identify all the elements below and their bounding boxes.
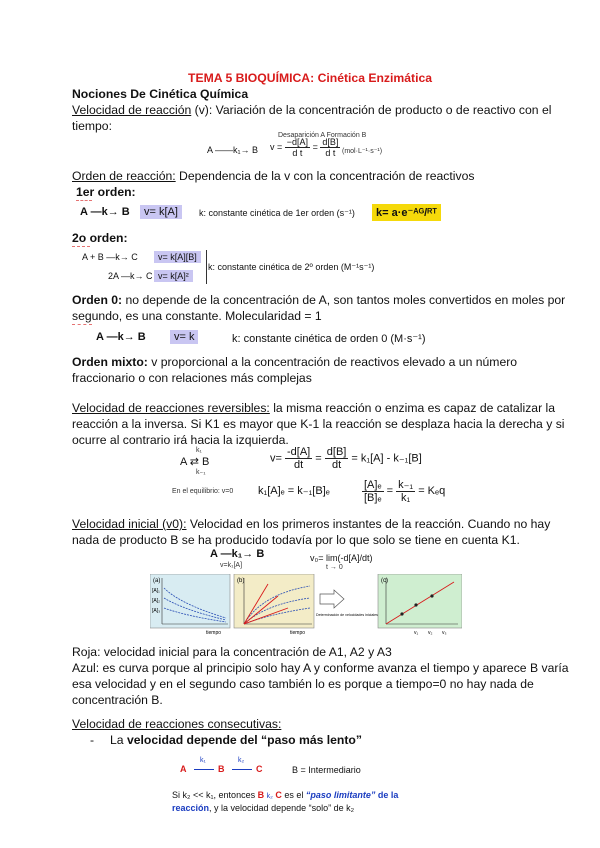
title-topic: Cinética Enzimática [317, 71, 433, 85]
rev-frac-b [325, 446, 349, 471]
velocidad-frac-a [285, 137, 310, 158]
red-mark [76, 200, 92, 202]
eq-k-den: k₁ [401, 492, 411, 504]
title-main: TEMA 5 BIOQUÍMICA: [188, 71, 315, 85]
eq-ratio-eq: = [386, 484, 394, 497]
scheme-k2: k₂ [238, 757, 245, 764]
bracket [202, 250, 207, 284]
note-step: “paso limitante” [305, 790, 376, 800]
section-heading: Nociones De Cinética Química [72, 87, 249, 101]
eq-ratio-num: [A]ₑ [364, 478, 382, 491]
second-order-v2: v= k[A]² [154, 270, 193, 282]
mixed-order-paragraph [72, 354, 517, 370]
mixed-order-desc2: fraccionario o con relaciones más complejas [72, 371, 312, 385]
frac-b-den: d t [325, 148, 336, 158]
consecutive-label: Velocidad de reacciones consecutivas: [72, 717, 282, 731]
rev-frac-b-den: dt [331, 459, 342, 471]
scheme-B: B [218, 764, 225, 774]
red-mark [72, 246, 90, 248]
eq-k-frac [396, 478, 415, 504]
scheme-k1: k₁ [200, 757, 206, 764]
initial-lim: v₀= lim(-d[A]/dt) [310, 553, 373, 563]
blue-note-3: concentración B. [72, 693, 163, 707]
scheme-intermediate: B = Intermediario [292, 765, 361, 775]
velocidad-eq-formula [270, 137, 340, 158]
reversible-label: Velocidad de reacciones reversibles: [72, 401, 270, 415]
scheme-arrow-1 [194, 769, 214, 770]
first-order-k: k: constante cinética de 1er orden (s⁻¹) [199, 208, 355, 218]
y-a2: [A]₂ [152, 598, 161, 604]
second-order-v1: v= k[A][B] [154, 251, 201, 263]
consecutive-bullet: - [90, 733, 95, 747]
velocidad-eq-arrow: A ——k₁→ B [207, 145, 259, 155]
initial-lim-sub: t → 0 [326, 564, 343, 571]
rev-v-rhs: = k₁[A] - k₋₁[B] [351, 452, 422, 465]
initial-eq: A —k₁→ B [210, 548, 265, 560]
note-k2: k₂ [266, 793, 273, 800]
mixed-order-desc1: v proporcional a la concentración de reactivos elevado a un número [147, 355, 518, 369]
scheme-A: A [180, 764, 187, 774]
equilibrium-mid: k₁[A]ₑ = k₋₁[B]ₑ [258, 485, 330, 497]
second-order-eq1: A + B —k→ C [82, 252, 138, 262]
initial-desc1: Velocidad en los primeros instantes de la reacción. Cuando no hay [186, 517, 551, 531]
eq-ratio-frac [362, 479, 384, 504]
v-label-3: v₃ [442, 630, 447, 636]
panel-b-xlabel: tiempo [290, 630, 306, 636]
panel-c-bg [378, 574, 462, 628]
velocidad-desc2: tiempo: [72, 119, 112, 133]
zero-order-label: Orden 0: [72, 293, 123, 307]
orden-desc: Dependencia de la v con la concentración de reactivos [175, 169, 475, 183]
velocidad-eq-eq: = [312, 141, 318, 152]
zero-order-eq: A —k→ B [96, 331, 146, 343]
scheme-note-line1 [172, 790, 398, 800]
v-label-2: v₂ [428, 630, 433, 636]
arrhenius-box: k= a·e⁻ᴬᴳ/ᴿᵀ [372, 204, 441, 221]
zero-order-desc2: segundo, es una constante. Molecularidad = 1 [72, 309, 322, 323]
reversible-paragraph [72, 400, 555, 416]
scheme-arrow-2 [232, 769, 252, 770]
reversible-k-top: k₁ [196, 447, 202, 454]
initial-paragraph [72, 516, 550, 532]
velocidad-desc1: Variación de la concentración de producto o de reactivo con el [212, 103, 552, 117]
reversible-desc2: reacción a la inversa. Si K1 es mayor que K-1 la reacción se desplaza hacia la derecha y si [72, 417, 565, 431]
rev-frac-a-den: dt [294, 459, 304, 471]
blue-note-1: Azul: es curva porque al principio solo hay A y conforme avanza el tiempo y aparece B varía [72, 661, 569, 675]
rev-frac-a-num: -d[A] [287, 446, 311, 458]
eq-k-num: k₋₁ [398, 479, 414, 491]
zero-order-k: k: constante cinética de orden 0 (M·s⁻¹) [232, 333, 426, 345]
panel-a-label: (a) [153, 578, 161, 584]
reversible-rate-eq: v= $\frac{-d[A]}{dt}$ = $\frac{d[B]}{dt}$ = k₁[A] - k₋₁[B] [270, 446, 422, 471]
eq-keq: = Kₑq [418, 484, 446, 497]
velocidad-paragraph [72, 102, 551, 118]
velocidad-v: (v): [194, 103, 213, 117]
rev-frac-b-num: d[B] [326, 446, 347, 458]
scheme-note-line2 [172, 803, 354, 813]
second-order-k: k: constante cinética de 2º orden (M⁻¹s⁻¹) [208, 262, 375, 272]
consecutive-item-bold: velocidad depende del “paso más lento” [126, 733, 362, 747]
first-order-heading: 1er orden: [76, 185, 136, 199]
frac-b-num: d[B] [322, 137, 339, 147]
zero-order-v: v= k [170, 330, 198, 344]
first-order-eq: A —k→ B [80, 206, 130, 218]
y-a3: [A]₃ [152, 608, 161, 614]
y-a1: [A]₁ [152, 588, 160, 594]
document-title [188, 70, 432, 86]
orden-paragraph [72, 168, 474, 184]
note-C: C [275, 790, 282, 800]
reversible-eq-left: A ⇄ B [180, 456, 210, 468]
equilibrium-ratio [362, 478, 445, 504]
note-mid: es el [284, 790, 306, 800]
eq-ratio-den: [B]ₑ [364, 491, 382, 504]
panel-a-xlabel: tiempo [206, 630, 222, 636]
note-B: B [257, 790, 265, 800]
note2-bold: reacción [172, 803, 210, 813]
note-pre: Si k₂ << k₁, entonces [172, 790, 256, 800]
velocidad-frac-b [320, 137, 340, 158]
velocidad-label: Velocidad de reacción [72, 103, 192, 117]
blue-note-2: esa velocidad y en el segundo caso también lo es porque a tiempo=0 no hay nada de [72, 677, 534, 691]
zero-order-desc1: no depende de la concentración de A, son tantos moles convertidos en moles por [122, 293, 566, 307]
initial-eq-sub: v=k₁[A] [220, 562, 243, 569]
consecutive-item-pre: La [110, 733, 127, 747]
red-note: Roja: velocidad inicial para la concentración de A1, A2 y A3 [72, 645, 392, 659]
v0-point-3 [430, 594, 433, 597]
note2-rest: , y la velocidad depende “solo” de k₂ [209, 803, 355, 813]
initial-label: Velocidad inicial (v0): [72, 517, 187, 531]
reversible-k-bot: k₋₁ [196, 469, 206, 476]
v0-point-1 [400, 612, 403, 615]
scheme-C: C [256, 764, 263, 774]
initial-desc2: nada de producto B se ha producido todavía por lo que solo se tiene en cuenta K1. [72, 533, 520, 547]
panel-b-label: (b) [237, 578, 245, 584]
orden-label: Orden de reacción: [72, 169, 176, 183]
second-order-heading: 2o orden: [72, 231, 128, 245]
frac-a-den: d t [292, 148, 303, 158]
v-label-1: v₁ [414, 630, 419, 636]
rev-frac-a [285, 446, 312, 471]
velocidad-eq-v: v = [270, 141, 283, 152]
note-post: de la [375, 790, 399, 800]
arrow-right-icon [320, 590, 344, 608]
first-order-v: v= k[A] [140, 205, 182, 219]
equilibrium-label: En el equilibrio: v=0 [172, 488, 234, 495]
frac-a-num: −d[A] [286, 137, 309, 147]
consecutive-item [110, 732, 362, 748]
arrow-text: Determinación de velocidades iniciales [316, 613, 378, 617]
rev-v-lhs: v= [270, 452, 282, 465]
red-mark [72, 324, 92, 326]
mixed-order-label: Orden mixto: [72, 355, 148, 369]
reversible-desc3: ocurre al contrario irá hacia la izquierda. [72, 433, 289, 447]
reversible-desc1: la misma reacción o enzima es capaz de catalizar la [269, 401, 556, 415]
initial-velocity-figure [150, 574, 462, 636]
velocidad-eq-units: (mol·L⁻¹·s⁻¹) [342, 148, 383, 155]
second-order-eq2: 2A —k→ C [108, 271, 153, 281]
panel-c-label: (c) [381, 578, 388, 584]
v0-point-2 [414, 603, 417, 606]
velocidad-eq-head: Desaparición A Formación B [278, 132, 367, 139]
zero-order-paragraph [72, 292, 565, 308]
